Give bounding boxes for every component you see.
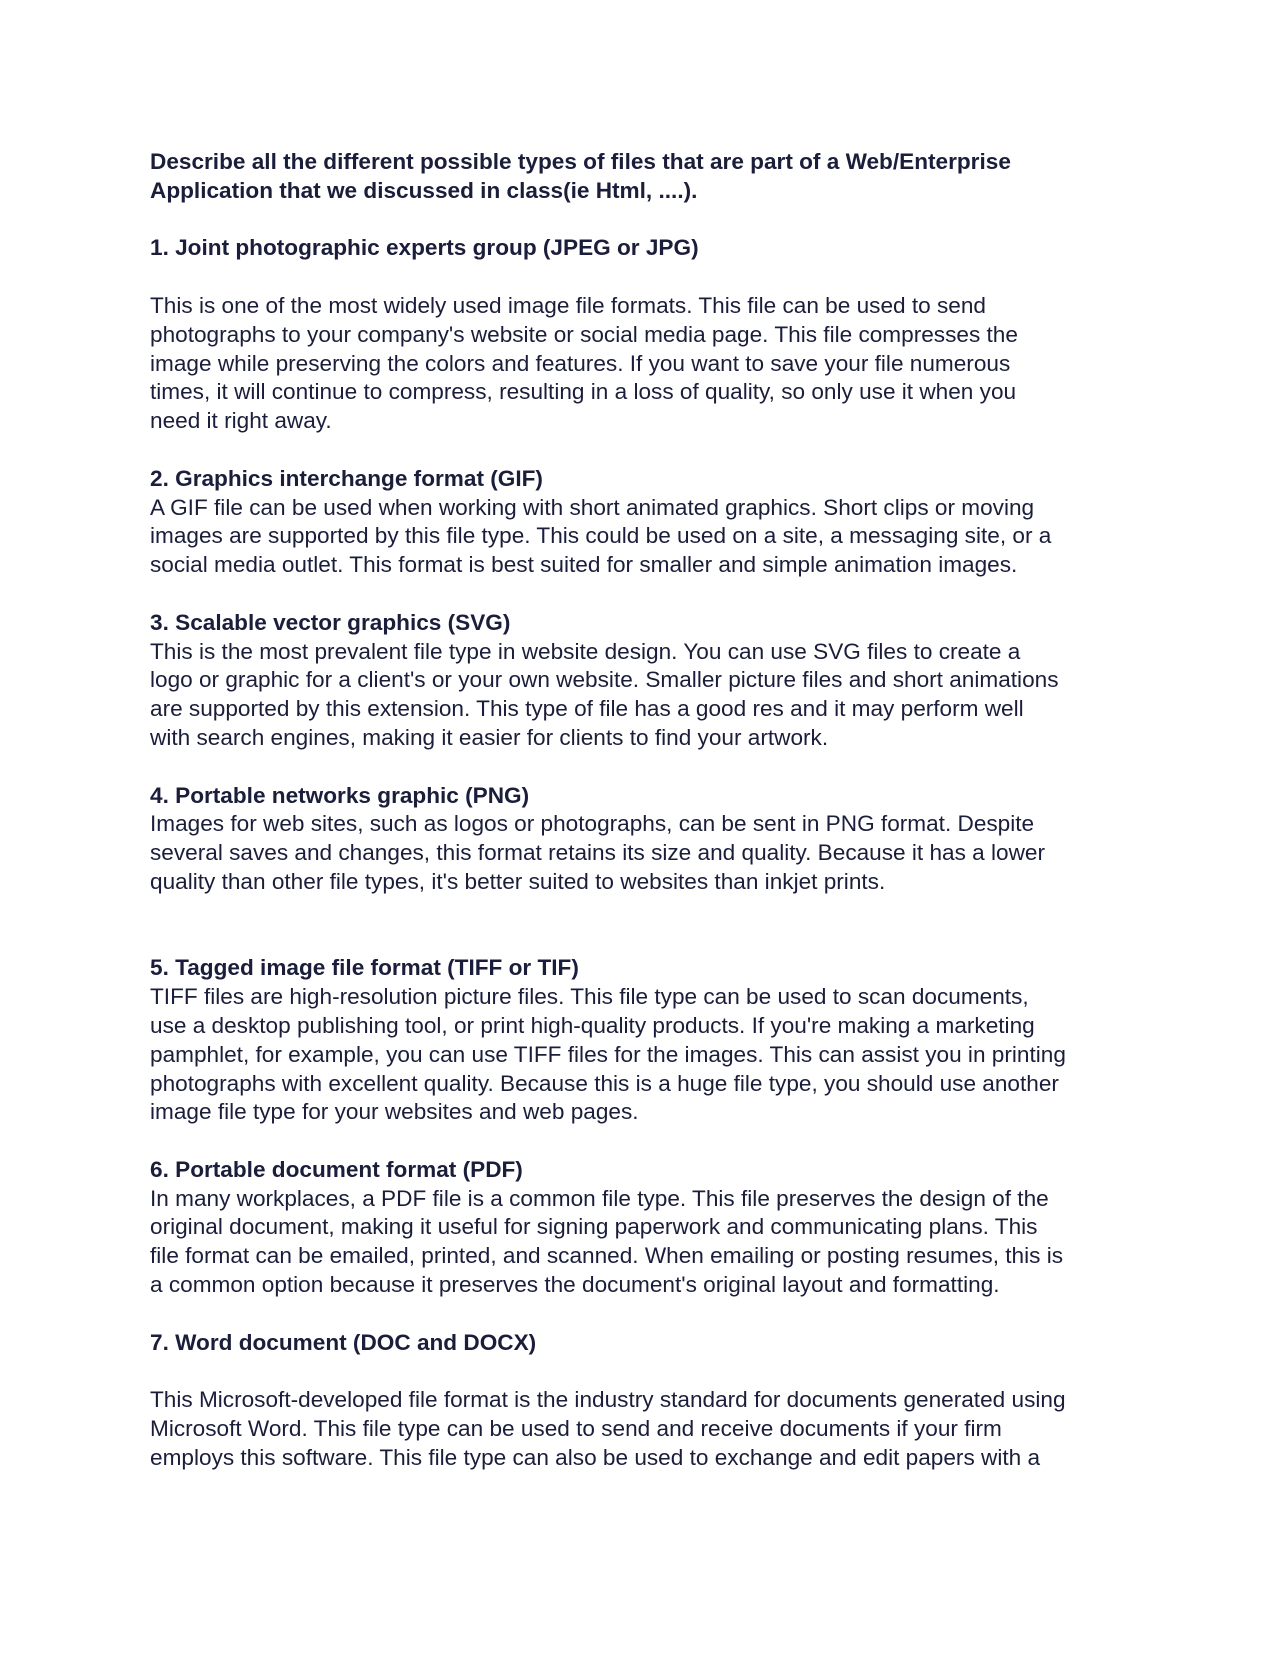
body-line: original document, making it useful for signing paperwork and communicating plans. This <box>150 1214 1038 1240</box>
body-line: image file type for your websites and web pages. <box>150 1099 639 1125</box>
title-line: Describe all the different possible types of files that are part of a Web/Enterprise <box>150 149 1011 174</box>
section-heading: 6. Portable document format (PDF) <box>150 1156 523 1182</box>
body-line: photographs with excellent quality. Because this is a huge file type, you should use another <box>150 1070 1059 1096</box>
section-heading: 3. Scalable vector graphics (SVG) <box>150 609 511 635</box>
body-line: are supported by this extension. This type of file has a good res and it may perform well <box>150 696 1024 722</box>
section-doc <box>150 1329 1130 1473</box>
section-heading: 7. Word document (DOC and DOCX) <box>150 1329 537 1355</box>
section-heading: 4. Portable networks graphic (PNG) <box>150 782 530 808</box>
body-line: In many workplaces, a PDF file is a common file type. This file preserves the design of the <box>150 1185 1049 1211</box>
body-line: several saves and changes, this format retains its size and quality. Because it has a lower <box>150 840 1046 866</box>
document-page <box>150 148 1130 1501</box>
document-title <box>150 148 1130 206</box>
body-line: A GIF file can be used when working with short animated graphics. Short clips or moving <box>150 494 1035 520</box>
section-tiff <box>150 954 1130 1127</box>
body-line: employs this software. This file type can also be used to exchange and edit papers with a <box>150 1444 1041 1470</box>
section-png <box>150 782 1130 897</box>
body-line: image while preserving the colors and features. If you want to save your file numerous <box>150 350 1011 376</box>
body-line: This is the most prevalent file type in website design. You can use SVG files to create a <box>150 638 1021 664</box>
section-svg <box>150 609 1130 753</box>
title-line: Application that we discussed in class(ie Html, ....). <box>150 177 698 203</box>
section-heading: 1. Joint photographic experts group (JPEG or JPG) <box>150 235 699 261</box>
body-line: This is one of the most widely used image file formats. This file can be used to send <box>150 292 986 318</box>
body-line: pamphlet, for example, you can use TIFF files for the images. This can assist you in printing <box>150 1041 1066 1067</box>
body-line: logo or graphic for a client's or your own website. Smaller picture files and short animations <box>150 667 1059 693</box>
section-jpeg <box>150 234 1130 436</box>
body-line: social media outlet. This format is best suited for smaller and simple animation images. <box>150 552 1018 578</box>
section-gif <box>150 465 1130 580</box>
body-line: This Microsoft-developed file format is the industry standard for documents generated using <box>150 1387 1066 1413</box>
body-line: times, it will continue to compress, resulting in a loss of quality, so only use it when you <box>150 379 1017 405</box>
body-line: use a desktop publishing tool, or print high-quality products. If you're making a marketing <box>150 1012 1035 1038</box>
body-line: with search engines, making it easier for clients to find your artwork. <box>150 724 829 750</box>
body-line: a common option because it preserves the document's original layout and formatting. <box>150 1272 1000 1298</box>
body-line: TIFF files are high-resolution picture files. This file type can be used to scan documents, <box>150 984 1029 1010</box>
body-line: Images for web sites, such as logos or photographs, can be sent in PNG format. Despite <box>150 811 1035 837</box>
body-line: file format can be emailed, printed, and scanned. When emailing or posting resumes, this is <box>150 1243 1064 1269</box>
section-heading: 2. Graphics interchange format (GIF) <box>150 465 543 491</box>
body-line: photographs to your company's website or social media page. This file compresses the <box>150 321 1018 347</box>
body-line: Microsoft Word. This file type can be used to send and receive documents if your firm <box>150 1416 1002 1442</box>
body-line: images are supported by this file type. This could be used on a site, a messaging site, or a <box>150 523 1052 549</box>
section-heading: 5. Tagged image file format (TIFF or TIF) <box>150 955 579 981</box>
body-line: need it right away. <box>150 408 332 434</box>
body-line: quality than other file types, it's better suited to websites than inkjet prints. <box>150 868 886 894</box>
section-pdf <box>150 1156 1130 1300</box>
